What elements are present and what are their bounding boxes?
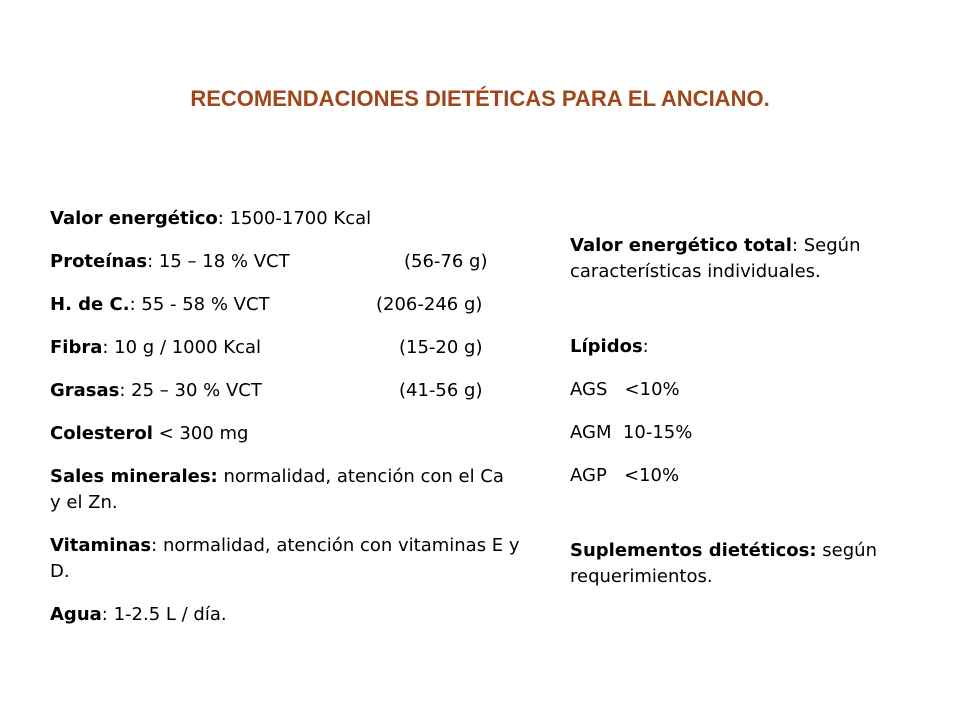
agua-value: 1-2.5 L / día. — [113, 604, 227, 625]
proteinas-grams: (56-76 g) — [404, 251, 488, 272]
proteinas-row — [50, 249, 520, 275]
proteinas-value: 15 – 18 % VCT — [158, 251, 290, 272]
spacer — [570, 506, 950, 538]
hdc-grams: (206-246 g) — [376, 294, 483, 315]
hdc-label: H. de C. — [50, 294, 130, 315]
agua-label: Agua — [50, 604, 102, 625]
suplementos-row — [570, 538, 950, 590]
fibra-row — [50, 335, 520, 361]
fibra-value: 10 g / 1000 Kcal — [114, 337, 261, 358]
energia-row — [50, 206, 520, 232]
grasas-value: 25 – 30 % VCT — [131, 380, 262, 401]
agp-row: AGP <10% — [570, 465, 680, 486]
right-column — [570, 233, 950, 607]
proteinas-label: Proteínas — [50, 251, 148, 272]
colesterol-row — [50, 421, 520, 447]
colesterol-value: < 300 mg — [152, 423, 249, 444]
grasas-label: Grasas — [50, 380, 120, 401]
slide-title: RECOMENDACIONES DIETÉTICAS PARA EL ANCIANO. — [190, 86, 770, 111]
vet-sep: : — [791, 235, 804, 256]
fibra-grams: (15-20 g) — [399, 337, 483, 358]
lipidos-label: Lípidos — [570, 336, 643, 357]
left-column — [50, 206, 520, 645]
energia-label: Valor energético — [50, 208, 218, 229]
hdc-sep: : — [129, 294, 142, 315]
suplementos-value: según requerimientos. — [570, 540, 877, 587]
hdc-value: 55 - 58 % VCT — [141, 294, 270, 315]
hdc-row — [50, 292, 520, 318]
fibra-sep: : — [102, 337, 115, 358]
vitaminas-sep: : — [151, 535, 163, 556]
proteinas-sep: : — [147, 251, 159, 272]
sales-value: normalidad, atención con el Ca y el Zn. — [50, 466, 504, 513]
energia-value: 1500-1700 Kcal — [229, 208, 372, 229]
vet-row — [570, 233, 950, 285]
agua-sep: : — [101, 604, 114, 625]
grasas-sep: : — [119, 380, 132, 401]
agua-row — [50, 602, 520, 628]
vitaminas-label: Vitaminas — [50, 535, 152, 556]
vitaminas-row — [50, 533, 520, 585]
grasas-grams: (41-56 g) — [399, 380, 483, 401]
ags-row: AGS <10% — [570, 379, 680, 400]
vet-value: Según características individuales. — [570, 235, 861, 282]
lipidos-sep: : — [642, 336, 649, 357]
grasas-row — [50, 378, 520, 404]
vitaminas-value: normalidad, atención con vitaminas E y D. — [50, 535, 520, 582]
colesterol-label: Colesterol — [50, 423, 153, 444]
sales-row — [50, 464, 520, 516]
agm-row: AGM 10-15% — [570, 422, 693, 443]
suplementos-label: Suplementos dietéticos: — [570, 540, 817, 561]
energia-sep: : — [217, 208, 230, 229]
vet-label: Valor energético total — [570, 235, 792, 256]
lipidos-row — [570, 334, 950, 360]
fibra-label: Fibra — [50, 337, 103, 358]
sales-label: Sales minerales: — [50, 466, 218, 487]
